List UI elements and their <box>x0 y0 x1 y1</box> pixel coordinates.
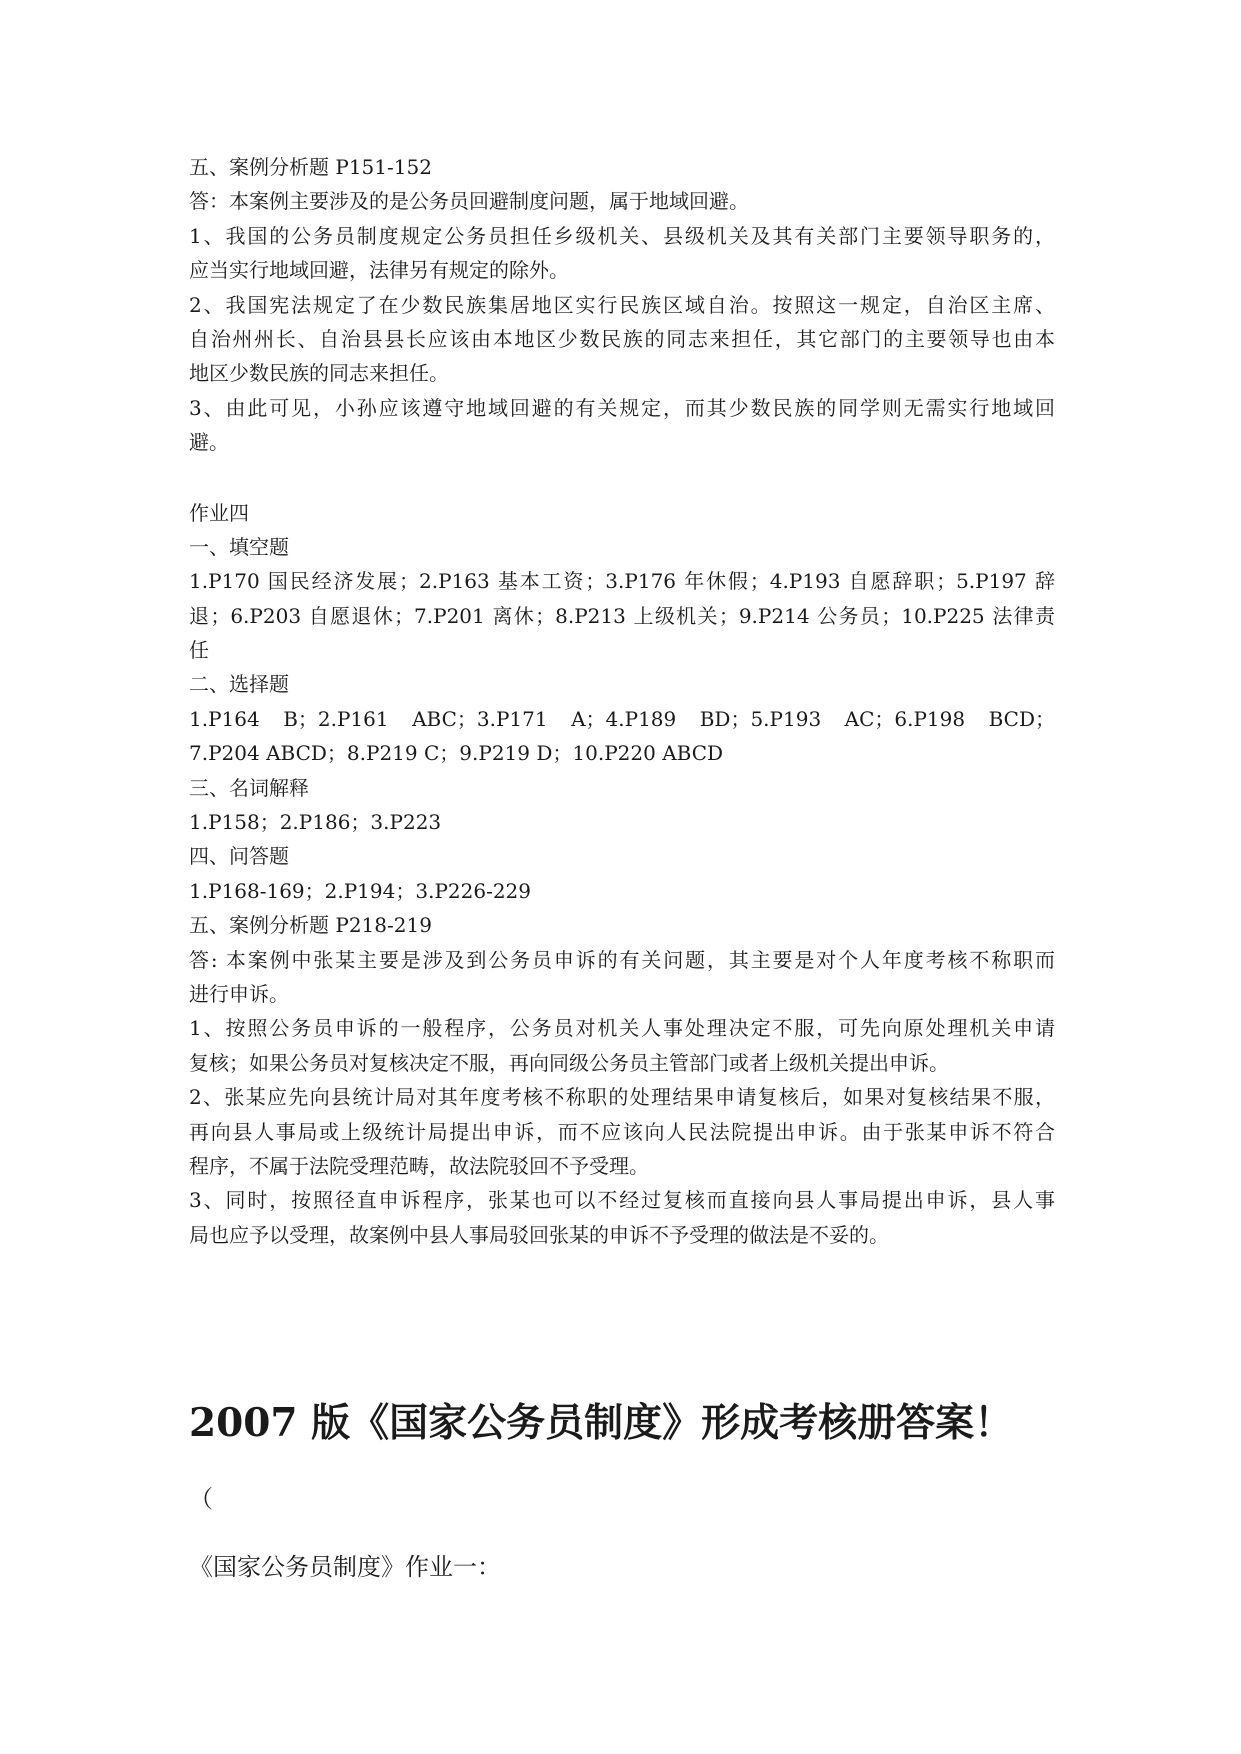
answer-line: 1、我国的公务员制度规定公务员担任乡级机关、县级机关及其有关部门主要领导职务的， <box>189 223 1055 248</box>
case-answer-line: 1、按照公务员申诉的一般程序，公务员对机关人事处理决定不服，可先向原处理机关申请 <box>189 1016 1055 1041</box>
case-answer-line: 2、张某应先向县统计局对其年度考核不称职的处理结果申请复核后，如果对复核结果不服， <box>189 1085 1055 1110</box>
terms-heading: 三、名词解释 <box>189 775 309 800</box>
fill-blank-line: 1.P170 国民经济发展；2.P163 基本工资；3.P176 年休假；4.P193 自愿辞职；5.P197 辞 <box>189 569 1055 594</box>
qa-line: 1.P168-169；2.P194；3.P226-229 <box>189 878 532 903</box>
case-answer-line: 程序，不属于法院受理范畴，故法院驳回不予受理。 <box>189 1153 649 1178</box>
answer-line: 应当实行地域回避，法律另有规定的除外。 <box>189 258 569 283</box>
homework-one-title: 《国家公务员制度》作业一： <box>189 1553 501 1582</box>
answer-line: 自治州州长、自治县县长应该由本地区少数民族的同志来担任，其它部门的主要领导也由本 <box>189 326 1055 351</box>
case-answer-line: 再向县人事局或上级统计局提出申诉，而不应该向人民法院提出申诉。由于张某申诉不符合 <box>189 1119 1055 1144</box>
multiple-choice-line: 7.P204 ABCD；8.P219 C；9.P219 D；10.P220 ABCD <box>189 741 724 766</box>
case-answer-line: 进行申诉。 <box>189 981 289 1006</box>
case-analysis-heading: 五、案例分析题 P151-152 <box>189 155 432 179</box>
document-body <box>189 150 1055 1587</box>
answer-line: 3、由此可见，小孙应该遵守地域回避的有关规定，而其少数民族的同学则无需实行地域回 <box>189 395 1055 420</box>
open-parenthesis: （ <box>189 1485 213 1514</box>
multiple-choice-heading: 二、选择题 <box>189 672 289 697</box>
case-answer-line: 答: 本案例中张某主要是涉及到公务员申诉的有关问题，其主要是对个人年度考核不称职而 <box>189 947 1055 972</box>
case-answer-line: 局也应予以受理，故案例中县人事局驳回张某的申诉不予受理的做法是不妥的。 <box>189 1222 889 1247</box>
case-answer-line: 3、同时，按照径直申诉程序，张某也可以不经过复核而直接向县人事局提出申诉，县人事 <box>189 1188 1055 1213</box>
answer-line: 避。 <box>189 430 229 455</box>
terms-line: 1.P158；2.P186；3.P223 <box>189 810 442 835</box>
case-answer-line: 复核；如果公务员对复核决定不服，再向同级公务员主管部门或者上级机关提出申诉。 <box>189 1050 949 1075</box>
answer-line: 地区少数民族的同志来担任。 <box>189 361 449 386</box>
answer-book-title: 2007 版《国家公务员制度》形成考核册答案！ <box>189 1400 1014 1447</box>
qa-heading: 四、问答题 <box>189 844 289 869</box>
homework-title: 作业四 <box>189 500 249 525</box>
fill-blank-line: 退；6.P203 自愿退休；7.P201 离休；8.P213 上级机关；9.P214 公务员；10.P225 法律责 <box>189 603 1055 628</box>
fill-blank-line: 任 <box>189 638 209 663</box>
answer-line: 2、我国宪法规定了在少数民族集居地区实行民族区域自治。按照这一规定，自治区主席、 <box>189 292 1055 317</box>
multiple-choice-line: 1.P164 B；2.P161 ABC；3.P171 A；4.P189 BD；5.P193 AC；6.P198 BCD； <box>189 706 1055 731</box>
fill-blank-heading: 一、填空题 <box>189 534 289 559</box>
answer-line: 答：本案例主要涉及的是公务员回避制度问题，属于地域回避。 <box>189 189 749 214</box>
case-analysis-heading: 五、案例分析题 P218-219 <box>189 913 432 938</box>
